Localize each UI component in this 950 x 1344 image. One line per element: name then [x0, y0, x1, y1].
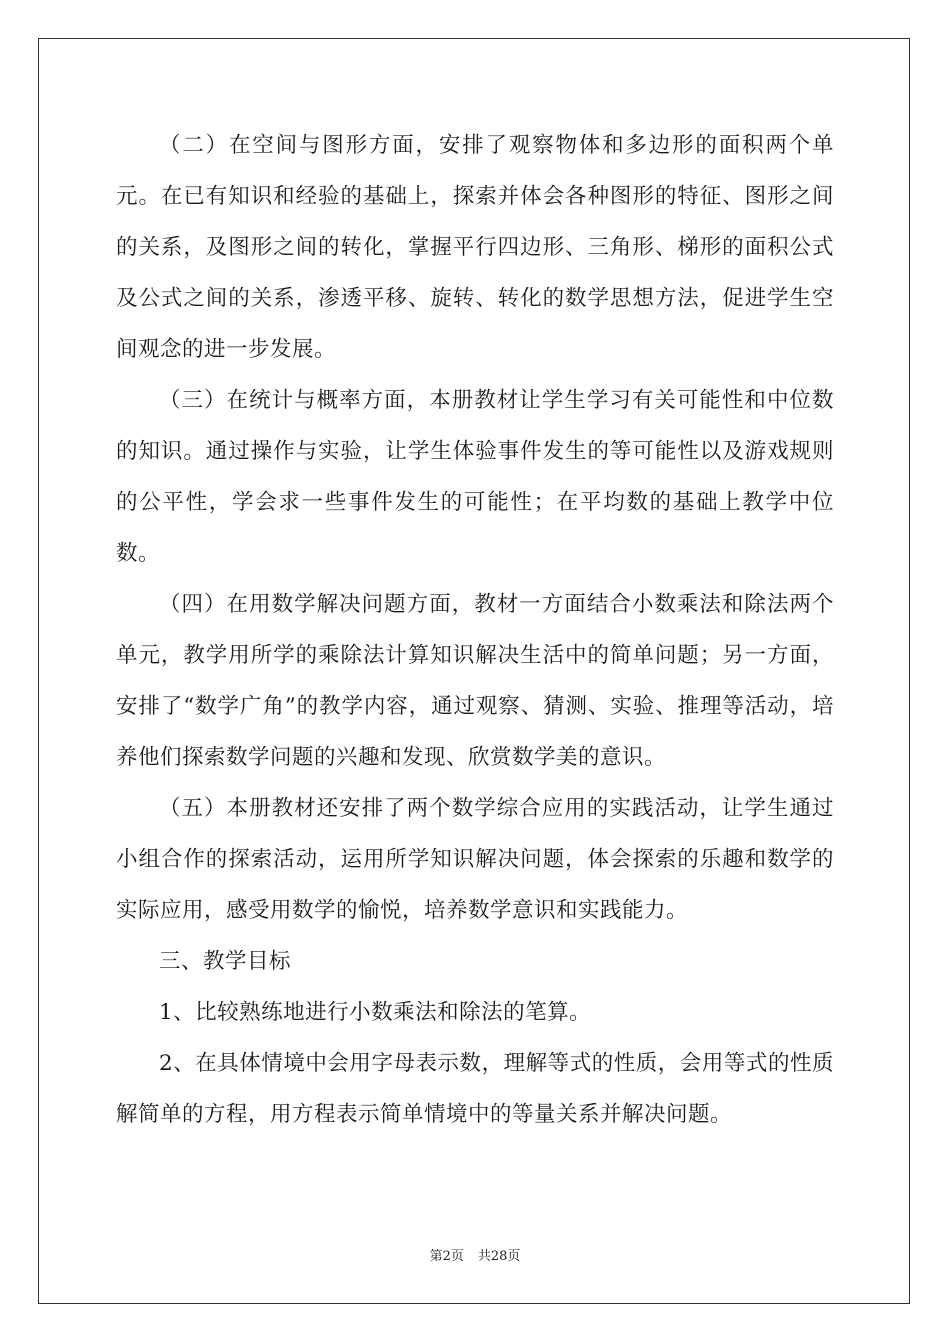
paragraph-practice-activities: （五）本册教材还安排了两个数学综合应用的实践活动，让学生通过小组合作的探索活动，运用所学知识解决问题，体会探索的乐趣和数学的实际应用，感受用数学的愉悦，培养数学意识和实践能力。	[116, 796, 834, 923]
paragraph-statistics-probability: （三）在统计与概率方面，本册教材让学生学习有关可能性和中位数的知识。通过操作与实验，让学生体验事件发生的等可能性以及游戏规则的公平性，学会求一些事件发生的可能性；在平均数的基础上教学中位数。	[116, 388, 834, 566]
paragraph-problem-solving: （四）在用数学解决问题方面，教材一方面结合小数乘法和除法两个单元，教学用所学的乘除法计算知识解决生活中的简单问题；另一方面，安排了“数学广角”的教学内容，通过观察、猜测、实验、推理等活动，培养他们探索数学问题的兴趣和发现、欣赏数学美的意识。	[116, 592, 834, 770]
goal-item-2: 2、在具体情境中会用字母表示数，理解等式的性质，会用等式的性质解简单的方程，用方程表示简单情境中的等量关系并解决问题。	[116, 1051, 834, 1127]
document-body	[116, 120, 834, 1140]
page-number: 第2页	[429, 1249, 464, 1264]
goal-item-1: 1、比较熟练地进行小数乘法和除法的笔算。	[159, 1000, 592, 1025]
section-heading-teaching-goals: 三、教学目标	[159, 949, 292, 974]
paragraph-space-and-shapes: （二）在空间与图形方面，安排了观察物体和多边形的面积两个单元。在已有知识和经验的基础上，探索并体会各种图形的特征、图形之间的关系，及图形之间的转化，掌握平行四边形、三角形、梯形的面积公式及公式之间的关系，渗透平移、旋转、转化的数学思想方法，促进学生空间观念的进一步发展。	[116, 133, 834, 362]
page-footer	[0, 1249, 950, 1265]
page-total: 共28页	[477, 1249, 521, 1264]
